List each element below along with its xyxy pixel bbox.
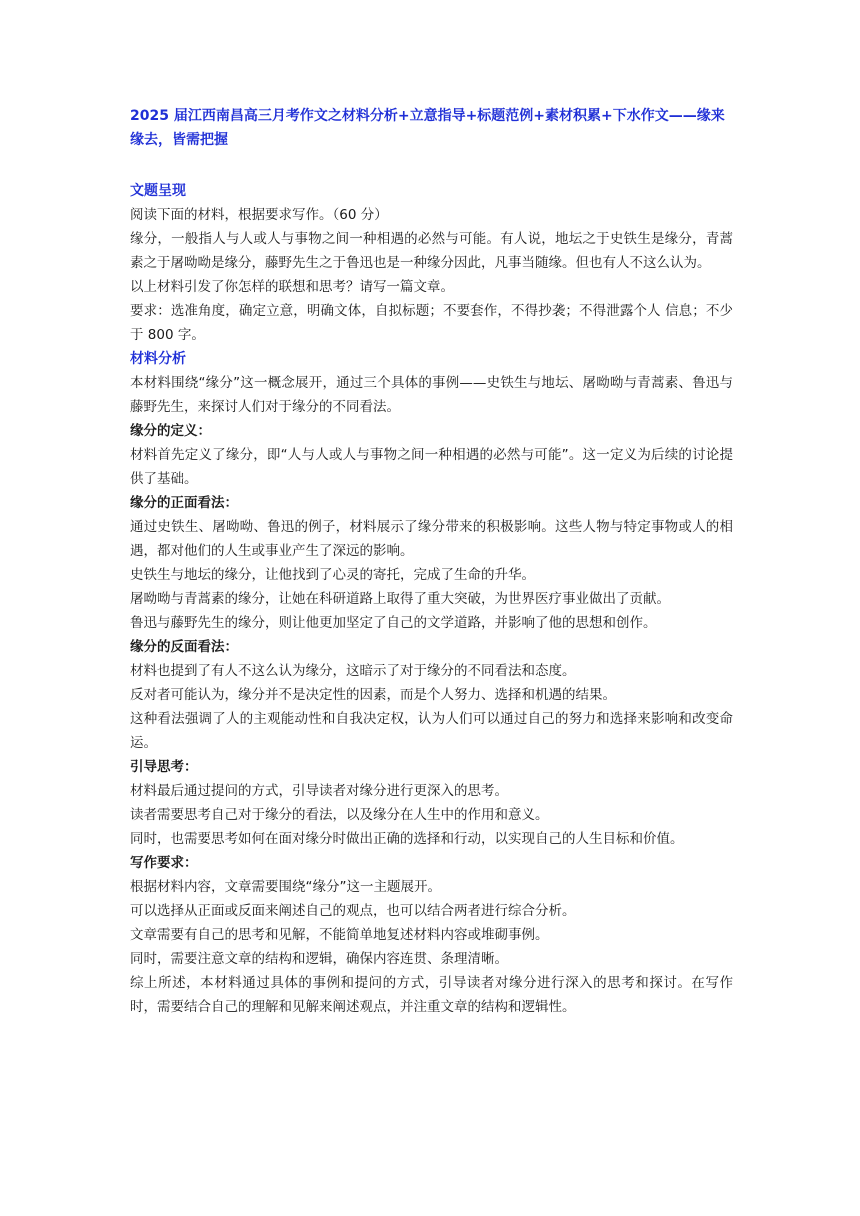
subheading-definition: 缘分的定义： [130,423,211,439]
paragraph: 以上材料引发了你怎样的联想和思考？请写一篇文章。 [130,279,454,295]
section-heading-analysis: 材料分析 [130,351,186,367]
paragraph: 根据材料内容，文章需要围绕“缘分”这一主题展开。 [130,879,441,895]
subheading-guided-thinking: 引导思考： [130,759,198,775]
subheading-positive-view: 缘分的正面看法： [130,495,238,511]
paragraph: 反对者可能认为，缘分并不是决定性的因素，而是个人努力、选择和机遇的结果。 [130,687,616,703]
paragraph: 鲁迅与藤野先生的缘分，则让他更加坚定了自己的文学道路，并影响了他的思想和创作。 [130,615,657,631]
paragraph: 通过史铁生、屠呦呦、鲁迅的例子，材料展示了缘分带来的积极影响。这些人物与特定事物或人的相遇，都对他们的人生或事业产生了深远的影响。 [130,519,733,559]
paragraph: 可以选择从正面或反面来阐述自己的观点，也可以结合两者进行综合分析。 [130,903,576,919]
paragraph: 材料最后通过提问的方式，引导读者对缘分进行更深入的思考。 [130,783,508,799]
paragraph: 读者需要思考自己对于缘分的看法，以及缘分在人生中的作用和意义。 [130,807,549,823]
paragraph: 史铁生与地坛的缘分，让他找到了心灵的寄托，完成了生命的升华。 [130,567,535,583]
paragraph: 同时，需要注意文章的结构和逻辑，确保内容连贯、条理清晰。 [130,951,508,967]
paragraph: 文章需要有自己的思考和见解，不能简单地复述材料内容或堆砌事例。 [130,927,549,943]
paragraph: 综上所述，本材料通过具体的事例和提问的方式，引导读者对缘分进行深入的思考和探讨。在写作时，需要结合自己的理解和见解来阐述观点，并注重文章的结构和逻辑性。 [130,975,733,1015]
paragraph: 这种看法强调了人的主观能动性和自我决定权，认为人们可以通过自己的努力和选择来影响和改变命运。 [130,711,733,751]
paragraph: 屠呦呦与青蒿素的缘分，让她在科研道路上取得了重大突破，为世界医疗事业做出了贡献。 [130,591,670,607]
paragraph: 要求：选准角度，确定立意，明确文体，自拟标题；不要套作，不得抄袭；不得泄露个人 信息；不少于 800 字。 [130,303,733,343]
paragraph: 材料首先定义了缘分，即“人与人或人与事物之间一种相遇的必然与可能”。这一定义为后续的讨论提供了基础。 [130,447,733,487]
subheading-writing-requirements: 写作要求： [130,855,198,871]
paragraph: 本材料围绕“缘分”这一概念展开，通过三个具体的事例——史铁生与地坛、屠呦呦与青蒿素、鲁迅与藤野先生，来探讨人们对于缘分的不同看法。 [130,375,733,415]
subheading-negative-view: 缘分的反面看法： [130,639,238,655]
section-heading-prompt: 文题呈现 [130,183,186,199]
paragraph: 材料也提到了有人不这么认为缘分，这暗示了对于缘分的不同看法和态度。 [130,663,576,679]
spacer [130,152,733,179]
document-title: 2025 届江西南昌高三月考作文之材料分析+立意指导+标题范例+素材积累+下水作文——缘来缘去，皆需把握 [130,108,725,148]
paragraph: 同时，也需要思考如何在面对缘分时做出正确的选择和行动，以实现自己的人生目标和价值。 [130,831,684,847]
paragraph: 缘分，一般指人与人或人与事物之间一种相遇的必然与可能。有人说，地坛之于史铁生是缘分，青蒿素之于屠呦呦是缘分，藤野先生之于鲁迅也是一种缘分因此，凡事当随缘。但也有人不这么认为。 [130,231,733,271]
document-page [130,104,733,1019]
paragraph: 阅读下面的材料，根据要求写作。（60 分） [130,207,388,223]
